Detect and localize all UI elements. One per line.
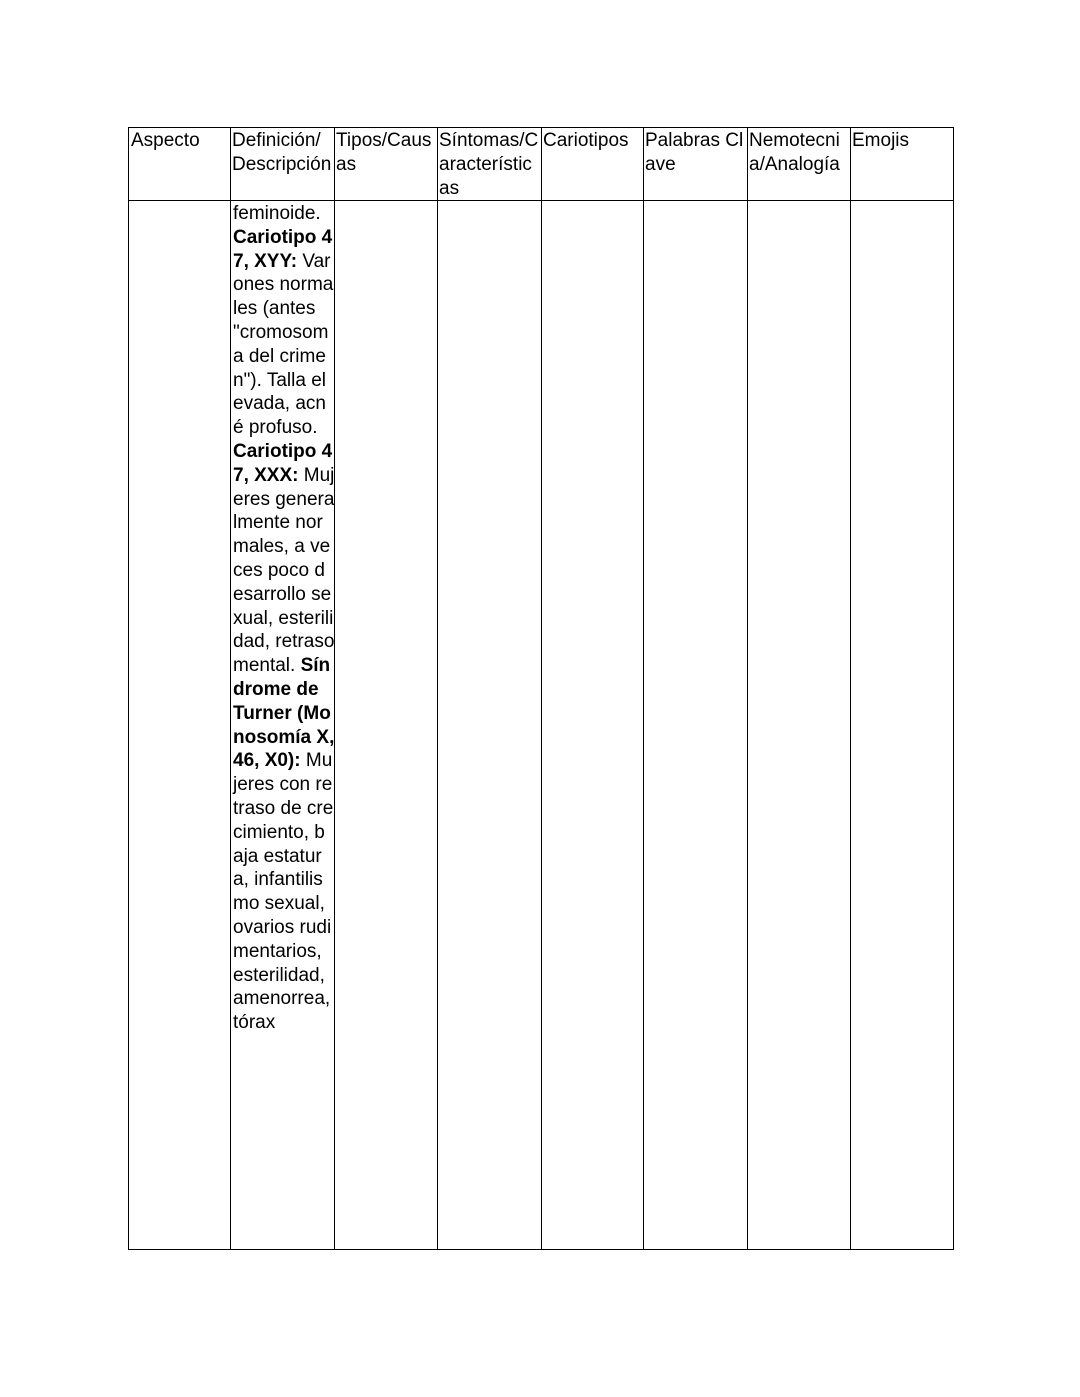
definition-heading-xyy: Cariotipo 47, XYY: [233,226,333,272]
definition-cell [231,202,335,1035]
header-tipos-causas: Tipos/Causas [336,130,432,175]
definition-text: feminoide. [233,203,321,224]
definition-heading-xxx: Cariotipo 47, XXX: [233,440,333,486]
header-nemotecnia: Nemotecnia/Analogía [749,130,840,175]
header-palabras-clave: Palabras Clave [645,130,744,175]
header-emojis: Emojis [852,130,910,151]
header-sintomas: Síntomas/Características [439,130,539,199]
column-divider [747,128,748,1249]
definition-heading-turner: Síndrome de Turner (Monosomía X, 46, X0): [233,655,335,772]
definition-text: Varones normales (antes "cromosoma del crimen"). Talla elevada, acné profuso. [233,250,334,439]
header-definicion: Definición/ Descripción [232,130,332,175]
column-divider [437,128,438,1249]
column-divider [541,128,542,1249]
content-table [128,127,954,1250]
definition-text: Mujeres generalmente normales, a veces poco desarrollo sexual, esterilidad, retraso mental. [233,464,335,677]
header-cariotipos: Cariotipos [543,130,629,151]
column-divider [643,128,644,1249]
header-aspecto: Aspecto [131,130,200,151]
definition-text: Mujeres con retraso de crecimiento, baja estatura, infantilismo sexual, ovarios rudimentarios, esterilidad, amenorrea, tórax [233,750,334,1034]
column-divider [850,128,851,1249]
